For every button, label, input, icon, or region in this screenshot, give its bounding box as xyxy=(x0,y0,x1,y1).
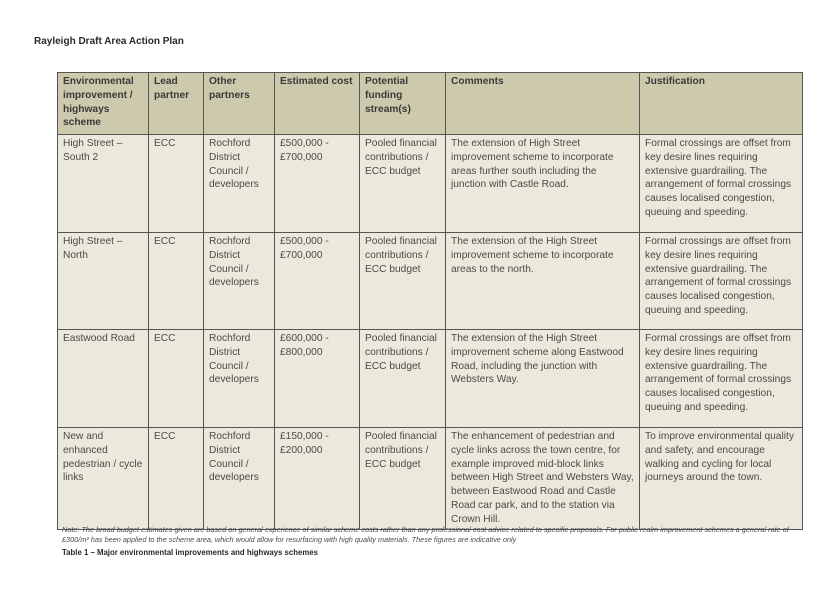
schemes-table xyxy=(57,72,803,530)
comments-cell: The extension of the High Street improvement scheme along Eastwood Road, including the junction with Websters Way. xyxy=(446,330,640,428)
table-header-row xyxy=(58,73,803,135)
column-header: Lead partner xyxy=(149,73,204,135)
table-note: Note: The broad budget estimates given are based on general experience of similar scheme costs rather than any professional cost advice related to specific proposals. For public realm improvement schemes a general rate of £300/m² has been applied to the scheme area, which would allow for resurfacing with high quality materials. These figures are indicative only xyxy=(62,525,789,544)
justification-cell: Formal crossings are offset from key desire lines requiring extensive guardrailing. The arrangement of formal crossings causes localised congestion, queuing and speeding. xyxy=(640,233,803,330)
funding-cell: Pooled financial contributions / ECC budget xyxy=(360,428,446,530)
column-header: Potential funding stream(s) xyxy=(360,73,446,135)
lead-partner-cell: ECC xyxy=(149,330,204,428)
lead-partner-cell: ECC xyxy=(149,135,204,233)
table-row xyxy=(58,428,803,530)
justification-cell: Formal crossings are offset from key desire lines requiring extensive guardrailing. The arrangement of formal crossings causes localised congestion, queuing and speeding. xyxy=(640,330,803,428)
lead-partner-cell: ECC xyxy=(149,428,204,530)
other-partners-cell: Rochford District Council / developers xyxy=(204,330,275,428)
table-caption: Table 1 – Major environmental improvements and highways schemes xyxy=(62,548,318,557)
funding-cell: Pooled financial contributions / ECC budget xyxy=(360,135,446,233)
comments-cell: The extension of High Street improvement scheme to incorporate areas further south including the junction with Castle Road. xyxy=(446,135,640,233)
other-partners-cell: Rochford District Council / developers xyxy=(204,428,275,530)
scheme-cell: High Street – North xyxy=(58,233,149,330)
table-row xyxy=(58,330,803,428)
comments-cell: The enhancement of pedestrian and cycle links across the town centre, for example improved mid-block links between High Street and Websters Way, between Eastwood Road and Castle Road car park, and to the station via Crown Hill. xyxy=(446,428,640,530)
column-header: Estimated cost xyxy=(275,73,360,135)
scheme-cell: High Street – South 2 xyxy=(58,135,149,233)
table-row xyxy=(58,135,803,233)
funding-cell: Pooled financial contributions / ECC budget xyxy=(360,330,446,428)
justification-cell: To improve environmental quality and safety, and encourage walking and cycling for local journeys around the town. xyxy=(640,428,803,530)
lead-partner-cell: ECC xyxy=(149,233,204,330)
other-partners-cell: Rochford District Council / developers xyxy=(204,233,275,330)
column-header: Environmental improvement / highways scheme xyxy=(58,73,149,135)
cost-cell: £600,000 - £800,000 xyxy=(275,330,360,428)
document-header: Rayleigh Draft Area Action Plan xyxy=(34,36,184,47)
cost-cell: £500,000 - £700,000 xyxy=(275,135,360,233)
scheme-cell: New and enhanced pedestrian / cycle links xyxy=(58,428,149,530)
column-header: Comments xyxy=(446,73,640,135)
column-header: Justification xyxy=(640,73,803,135)
justification-cell: Formal crossings are offset from key desire lines requiring extensive guardrailing. The arrangement of formal crossings causes localised congestion, queuing and speeding. xyxy=(640,135,803,233)
funding-cell: Pooled financial contributions / ECC budget xyxy=(360,233,446,330)
table-row xyxy=(58,233,803,330)
other-partners-cell: Rochford District Council / developers xyxy=(204,135,275,233)
cost-cell: £500,000 - £700,000 xyxy=(275,233,360,330)
cost-cell: £150,000 - £200,000 xyxy=(275,428,360,530)
comments-cell: The extension of the High Street improvement scheme to incorporate areas to the north. xyxy=(446,233,640,330)
column-header: Other partners xyxy=(204,73,275,135)
scheme-cell: Eastwood Road xyxy=(58,330,149,428)
